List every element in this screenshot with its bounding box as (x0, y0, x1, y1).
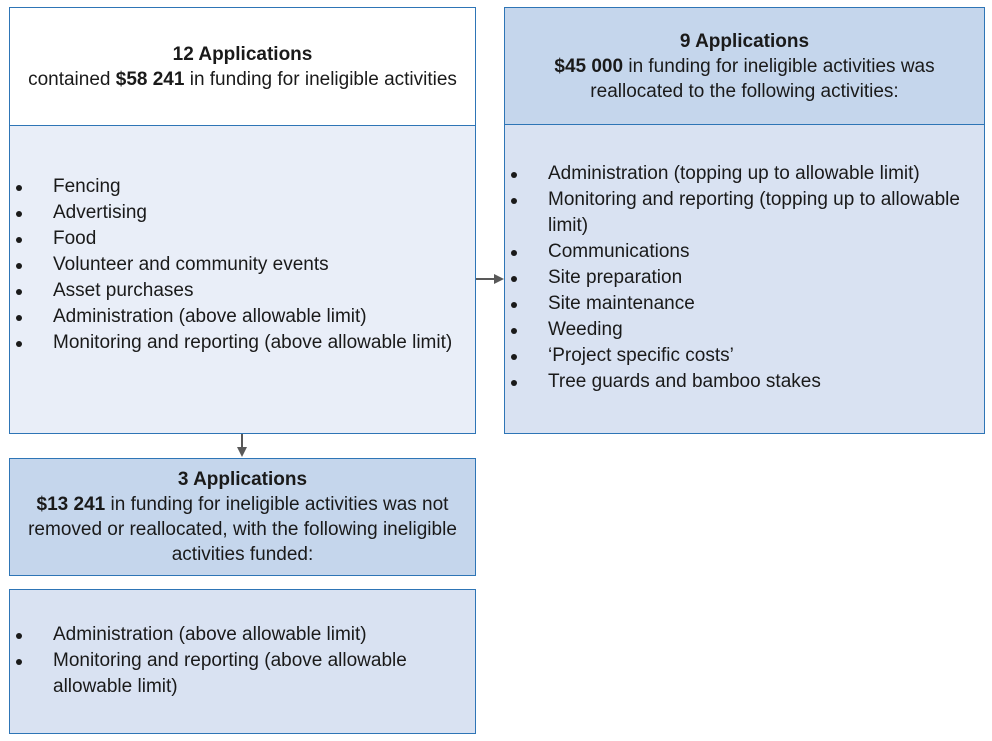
box-9-applications-suffix: in funding for ineligible activities was reallocated to the following activities: (590, 55, 935, 102)
box-9-applications-summary (519, 54, 970, 104)
list-item: Administration (above allowable limit) (10, 622, 470, 648)
list-item: Administration (above allowable limit) (10, 304, 470, 330)
box-3-applications-title: 3 Applications (177, 469, 308, 490)
list-item: Administration (topping up to allowable limit) (505, 161, 981, 187)
box-3-applications-summary (24, 492, 461, 567)
box-9-applications-amount: $45 000 (554, 55, 624, 77)
list-item: Monitoring and reporting (above allowable allowable limit) (10, 648, 470, 700)
box-12-applications-title: 12 Applications (172, 43, 313, 65)
box-3-applications-amount: $13 241 (36, 494, 106, 515)
box-12-applications-summary (28, 67, 457, 92)
list-item: Site preparation (505, 265, 981, 291)
box-12-applications-header (9, 7, 476, 126)
list-item: Site maintenance (505, 291, 981, 317)
box-9-applications-header (504, 7, 985, 125)
list-item: Monitoring and reporting (topping up to allowable limit) (505, 187, 981, 239)
ineligible-activities-list-box (9, 125, 476, 434)
list-item: Asset purchases (10, 278, 470, 304)
list-item: Communications (505, 239, 981, 265)
list-item: Tree guards and bamboo stakes (505, 369, 981, 395)
list-item: Food (10, 226, 470, 252)
list-item: Advertising (10, 200, 470, 226)
funded-ineligible-activities-list-box (9, 589, 476, 734)
arrow-down-connector (237, 434, 247, 457)
box-12-applications-amount: $58 241 (115, 68, 185, 90)
box-12-applications-suffix: in funding for ineligible activities (184, 68, 457, 90)
box-12-applications-prefix: contained (28, 68, 116, 90)
box-9-applications-title: 9 Applications (679, 30, 810, 52)
box-3-applications-suffix: in funding for ineligible activities was not removed or reallocated, with the following ineligible activities funded: (28, 494, 457, 565)
ineligible-activities-list (10, 174, 470, 356)
list-item: Weeding (505, 317, 981, 343)
arrow-right-connector (476, 274, 504, 284)
reallocated-activities-list (505, 161, 981, 395)
funded-ineligible-activities-list (10, 622, 470, 700)
list-item: Volunteer and community events (10, 252, 470, 278)
reallocated-activities-list-box (504, 124, 985, 434)
list-item: Monitoring and reporting (above allowable limit) (10, 330, 470, 356)
box-3-applications-header (9, 458, 476, 576)
list-item: ‘Project specific costs’ (505, 343, 981, 369)
list-item: Fencing (10, 174, 470, 200)
